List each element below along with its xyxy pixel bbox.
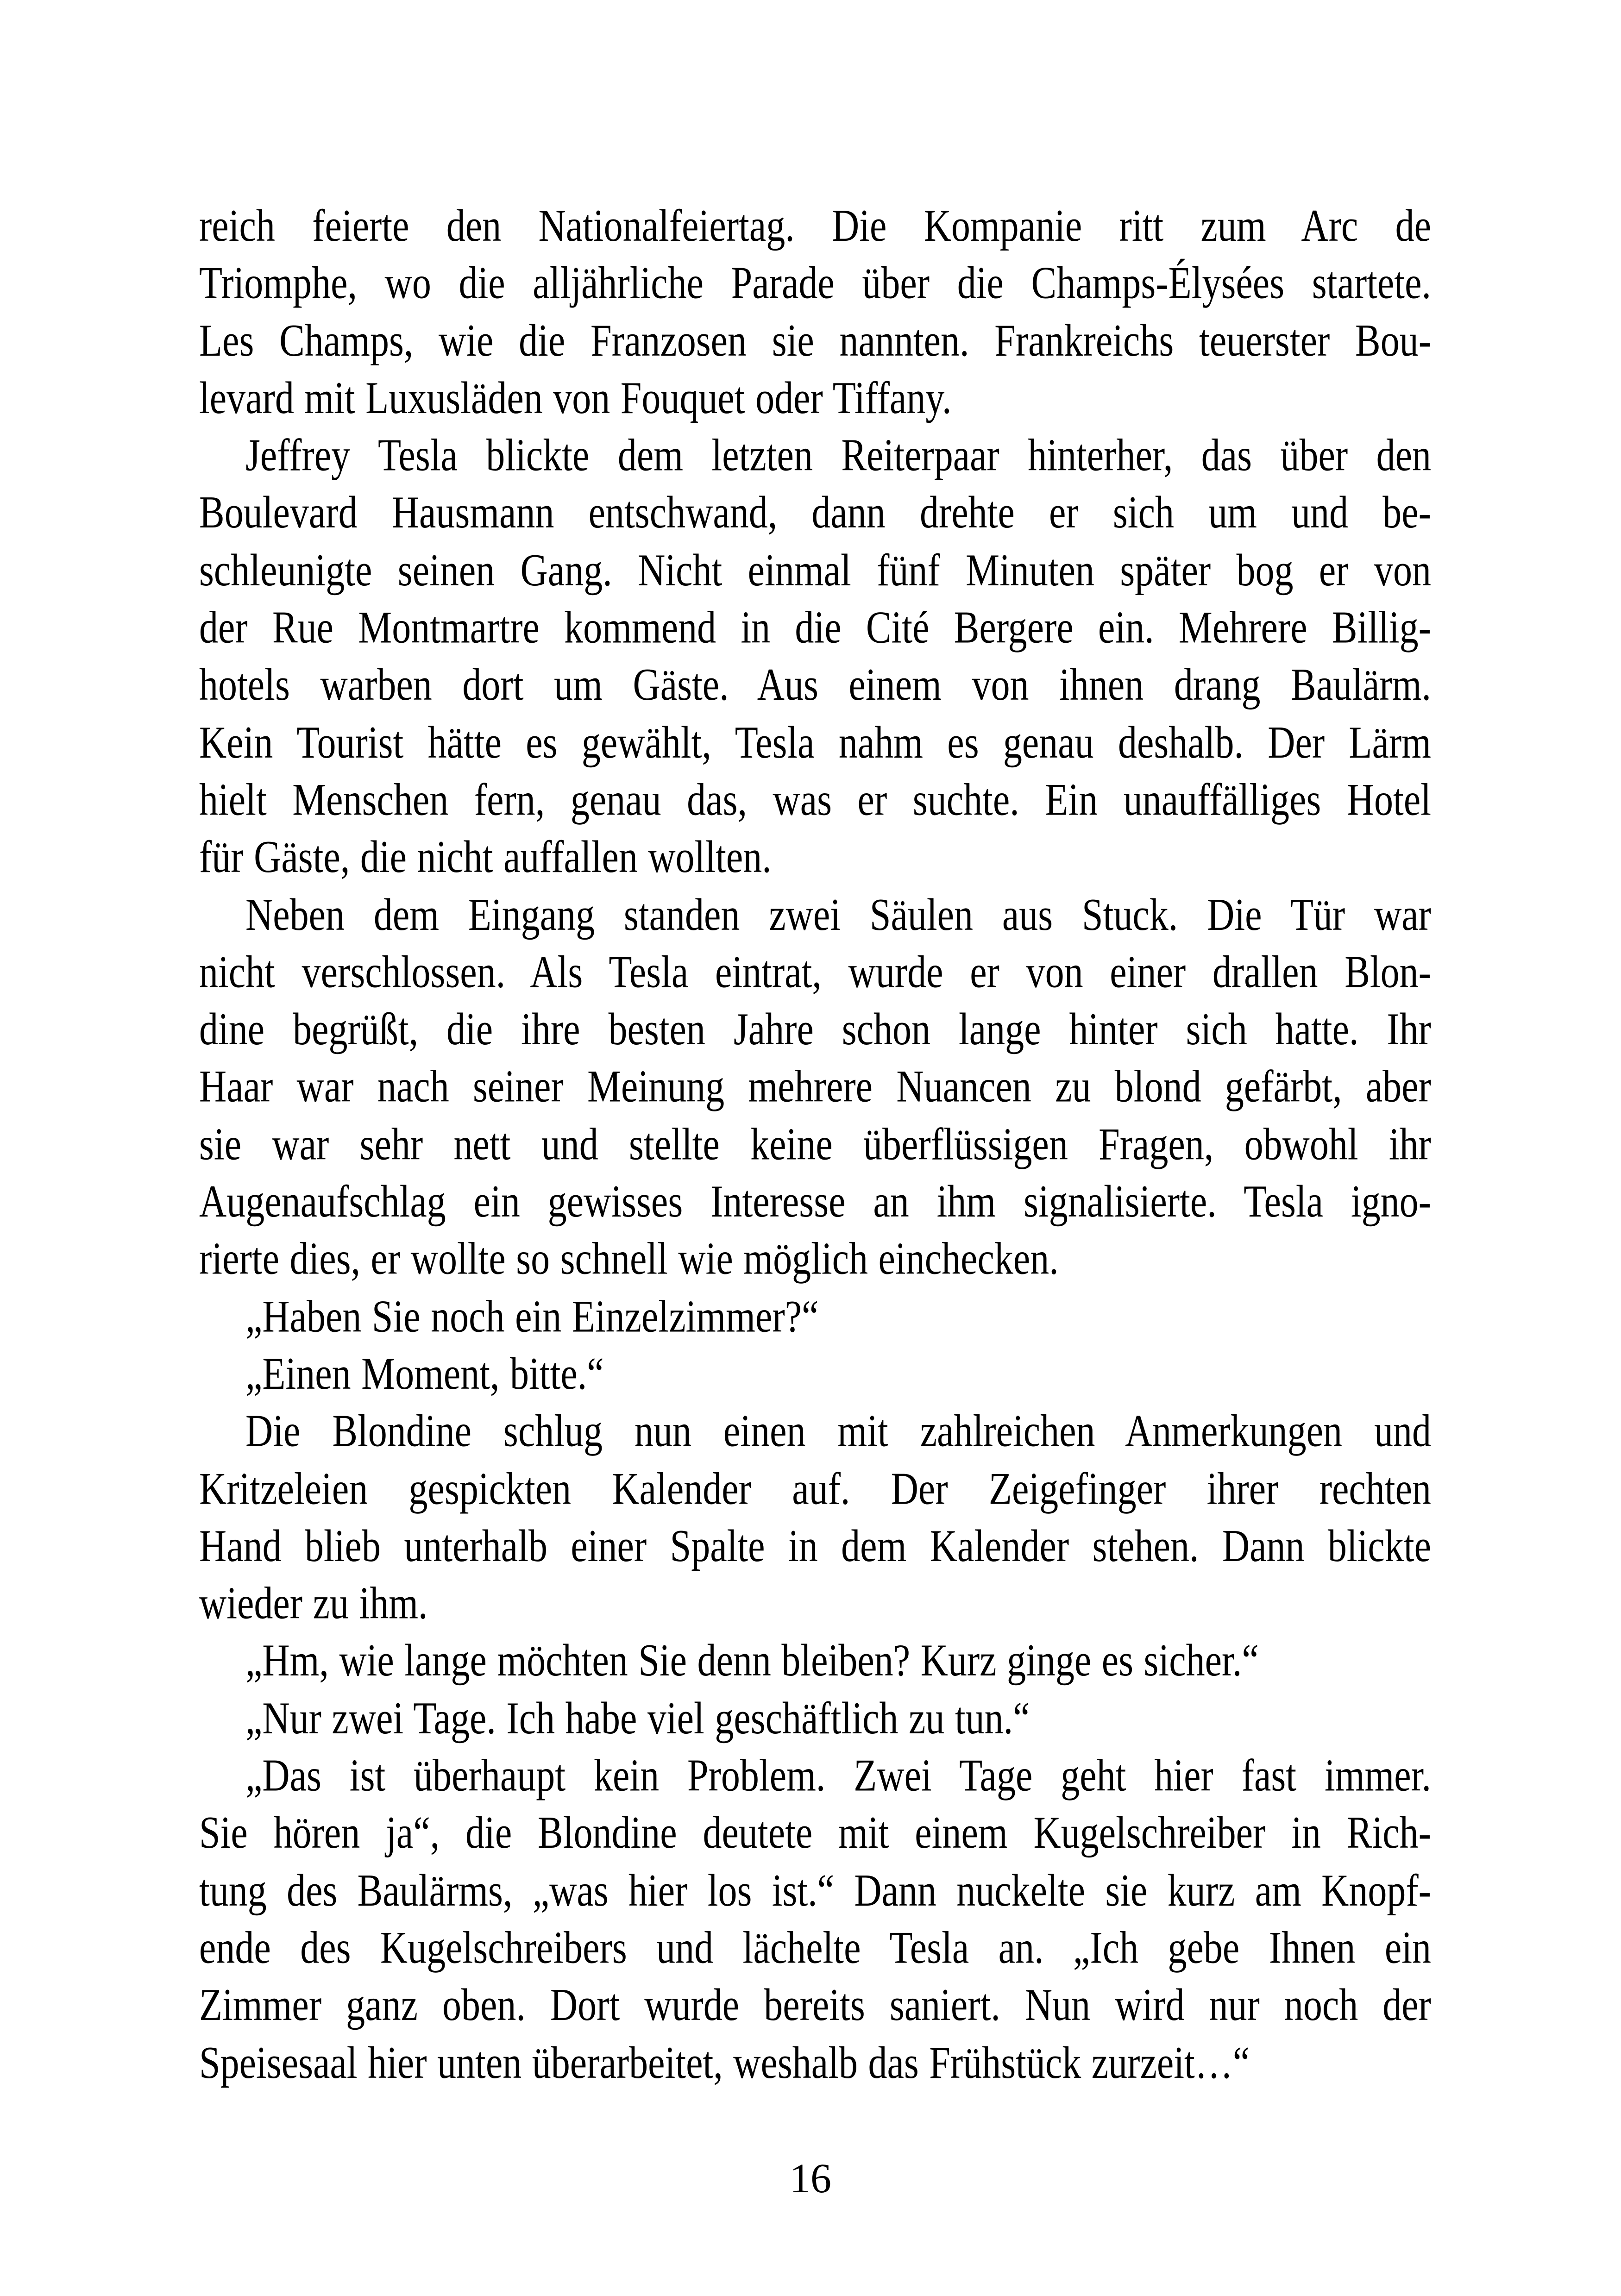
text-line: Augenaufschlag ein gewisses Interesse an ihm signalisierte. Tesla igno- bbox=[199, 1176, 1431, 1227]
text-line: ende des Kugelschreibers und lächelte Tesla an. „Ich gebe Ihnen ein bbox=[199, 1922, 1431, 1973]
text-line: Les Champs, wie die Franzosen sie nannten. Frankreichs teuerster Bou- bbox=[199, 315, 1431, 366]
text-line: Kein Tourist hätte es gewählt, Tesla nahm es genau deshalb. Der Lärm bbox=[199, 716, 1431, 768]
text-line: Zimmer ganz oben. Dort wurde bereits saniert. Nun wird nur noch der bbox=[199, 1979, 1431, 2031]
text-line: schleunigte seinen Gang. Nicht einmal fünf Minuten später bog er von bbox=[199, 544, 1431, 596]
paragraph bbox=[199, 1402, 1431, 1632]
text-line: Hand blieb unterhalb einer Spalte in dem Kalender stehen. Dann blickte bbox=[199, 1520, 1431, 1571]
text-line: wieder zu ihm. bbox=[199, 1578, 428, 1629]
paragraph bbox=[199, 1287, 1431, 1345]
text-line: Boulevard Hausmann entschwand, dann drehte er sich um und be- bbox=[199, 487, 1431, 538]
text-line: nicht verschlossen. Als Tesla eintrat, wurde er von einer drallen Blon- bbox=[199, 946, 1431, 997]
paragraph bbox=[199, 1747, 1431, 2091]
text-line: Jeffrey Tesla blickte dem letzten Reiterpaar hinterher, das über den bbox=[245, 430, 1431, 481]
text-line: „Hm, wie lange möchten Sie denn bleiben? Kurz ginge es sicher.“ bbox=[245, 1635, 1259, 1686]
text-line: Haar war nach seiner Meinung mehrere Nuancen zu blond gefärbt, aber bbox=[199, 1061, 1431, 1112]
text-line: Neben dem Eingang standen zwei Säulen aus Stuck. Die Tür war bbox=[245, 889, 1431, 940]
text-line: sie war sehr nett und stellte keine überflüssigen Fragen, obwohl ihr bbox=[199, 1118, 1431, 1169]
paragraph bbox=[199, 885, 1431, 1287]
text-line: hotels warben dort um Gäste. Aus einem von ihnen drang Baulärm. bbox=[199, 659, 1431, 710]
page-number: 16 bbox=[790, 2156, 831, 2202]
text-line: für Gäste, die nicht auffallen wollten. bbox=[199, 831, 772, 882]
text-line: levard mit Luxusläden von Fouquet oder Tiffany. bbox=[199, 372, 952, 423]
text-line: dine begrüßt, die ihre besten Jahre schon lange hinter sich hatte. Ihr bbox=[199, 1004, 1431, 1054]
text-line: „Nur zwei Tage. Ich habe viel geschäftlich zu tun.“ bbox=[245, 1693, 1030, 1744]
text-line: tung des Baulärms, „was hier los ist.“ Dann nuckelte sie kurz am Knopf- bbox=[199, 1864, 1431, 1916]
paragraph bbox=[199, 197, 1431, 427]
text-line: Die Blondine schlug nun einen mit zahlreichen Anmerkungen und bbox=[245, 1405, 1431, 1456]
text-line: „Das ist überhaupt kein Problem. Zwei Tage geht hier fast immer. bbox=[245, 1750, 1431, 1801]
text-line: reich feierte den Nationalfeiertag. Die Kompanie ritt zum Arc de bbox=[199, 200, 1431, 251]
text-line: „Haben Sie noch ein Einzelzimmer?“ bbox=[245, 1291, 819, 1342]
text-block bbox=[199, 197, 1431, 2091]
paragraph bbox=[199, 1689, 1431, 1747]
text-line: Speisesaal hier unten überarbeitet, weshalb das Frühstück zurzeit…“ bbox=[199, 2037, 1250, 2088]
text-line: der Rue Montmartre kommend in die Cité Bergere ein. Mehrere Billig- bbox=[199, 602, 1431, 653]
text-line: Kritzeleien gespickten Kalender auf. Der Zeigefinger ihrer rechten bbox=[199, 1463, 1431, 1514]
text-line: „Einen Moment, bitte.“ bbox=[245, 1348, 604, 1399]
text-line: rierte dies, er wollte so schnell wie möglich einchecken. bbox=[199, 1233, 1059, 1284]
paragraph bbox=[199, 427, 1431, 886]
text-line: Sie hören ja“, die Blondine deutete mit einem Kugelschreiber in Rich- bbox=[199, 1807, 1431, 1858]
paragraph bbox=[199, 1632, 1431, 1689]
paragraph bbox=[199, 1345, 1431, 1402]
text-line: Triomphe, wo die alljährliche Parade über die Champs-Élysées startete. bbox=[199, 257, 1431, 308]
text-line: hielt Menschen fern, genau das, was er suchte. Ein unauffälliges Hotel bbox=[199, 774, 1431, 825]
